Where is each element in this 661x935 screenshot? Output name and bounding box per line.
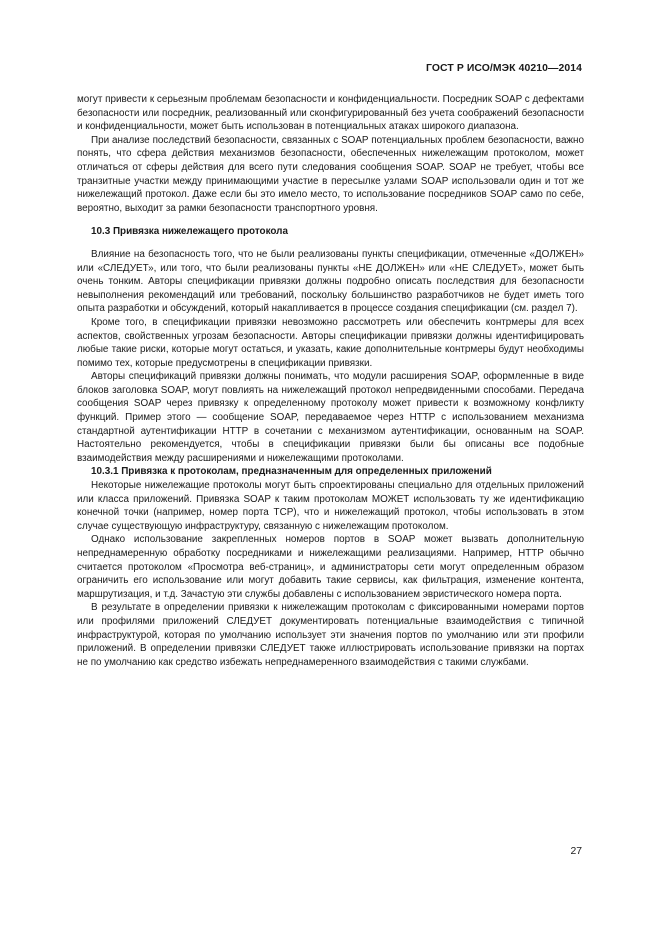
paragraph: В результате в определении привязки к нижележащим протоколам с фиксированными номерами портов или профилями приложений СЛЕДУЕТ документировать потенциальные взаимодействия с типичной инфраструктурой, которая по умолчанию использует эти значения портов по умолчанию или эти профили приложений. В определении привязки СЛЕДУЕТ также иллюстрировать использование привязки на портах не по умолчанию как средство избежать непреднамеренного взаимодействия с такими службами. — [77, 602, 584, 668]
paragraph: Однако использование закрепленных номеров портов в SOAP может вызвать дополнительную непреднамеренную обработку посредниками и нижележащими реализациями. Например, HTTP обычно считается протоколом «Просмотра веб-страниц», и администраторы сети могут определенным образом ограничить его использование или могут добавить такие сервисы, как фильтрация, изменение контента, маршрутизация, и т.д. Зачастую эти службы добавлены с использованием эвристического номера порта. — [77, 534, 584, 600]
paragraph: Авторы спецификаций привязки должны понимать, что модули расширения SOAP, оформленные в виде блоков заголовка SOAP, могут повлиять на нижележащий протокол непредвиденными способами. Передача сообщения SOAP через привязку к определенному протоколу может привести к возможному конфликту функций. Пример этого — сообщение SOAP, передаваемое через HTTP с использованием механизма стандартной аутентификации HTTP в сочетании с механизмом аутентификации, основанным на SOAP. Настоятельно рекомендуется, чтобы в спецификации привязки были бы описаны все подобные взаимодействия между расширениями и нижележащими протоколами. — [77, 371, 584, 464]
section-heading-10-3-1: 10.3.1 Привязка к протоколам, предназначенным для определенных приложений — [91, 466, 492, 478]
paragraph: могут привести к серьезным проблемам безопасности и конфиденциальности. Посредник SOAP с дефектами безопасности или посредник, реализованный или сконфигурированный без учета соображений безопасности и конфиденциальности, может быть использован в потенциальных атаках широкого диапазона. — [77, 94, 584, 133]
paragraph: Влияние на безопасность того, что не были реализованы пункты спецификации, отмеченные «ДОЛЖЕН» или «СЛЕДУЕТ», или того, что были реализованы пункты «НЕ ДОЛЖЕН» или «НЕ СЛЕДУЕТ», может быть очень тонким. Авторы спецификации привязки должны подробно описать последствия для безопасности невыполнения рекомендаций или требований, поскольку большинство разработчиков не будет иметь того опыта разработки и обсуждений, который накапливается в процессе создания спецификации (см. раздел 7). — [77, 248, 584, 315]
paragraph: Кроме того, в спецификации привязки невозможно рассмотреть или обеспечить контрмеры для всех аспектов, свойственных угрозам безопасности. Авторы спецификации привязки должны идентифицировать любые такие риски, которые могут остаться, и указать, какие дополнительные контрмеры будут необходимы помимо тех, которые предусмотрены в спецификации привязки. — [77, 316, 584, 369]
paragraph: Некоторые нижележащие протоколы могут быть спроектированы специально для отдельных приложений или класса приложений. Привязка SOAP к таким протоколам МОЖЕТ использовать ту же идентификацию конечной точки (например, номер порта TCP), что и нижележащий протокол, чтобы использовать в этом случае существующую инфраструктуру, связанную с нижележащим протоколом. — [77, 480, 584, 532]
paragraph: При анализе последствий безопасности, связанных с SOAP потенциальных проблем безопасности, важно понять, что сфера действия механизмов безопасности, обеспеченных нижележащим протоколом, может отличаться от сферы действия для всего пути следования сообщения SOAP. SOAP не требует, чтобы все транзитные участки между принимающими участие в пересылке узлами SOAP использовали один и тот же нижележащий протокол. Даже если бы это имело место, то использование посредников SOAP само по себе, вероятно, выходит за рамки безопасности транспортного уровня. — [77, 134, 584, 214]
page-number: 27 — [570, 846, 582, 857]
body-text — [77, 93, 584, 669]
section-heading-10-3: 10.3 Привязка нижележащего протокола — [91, 226, 288, 238]
standard-header: ГОСТ Р ИСО/МЭК 40210—2014 — [426, 63, 582, 74]
